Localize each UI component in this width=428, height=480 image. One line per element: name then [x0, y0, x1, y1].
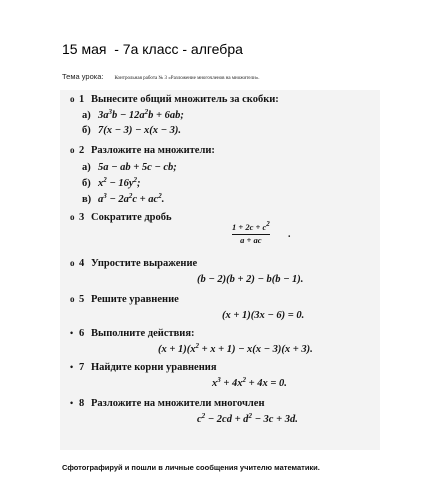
task-marker: o	[70, 294, 75, 304]
task-text: Упростите выражение	[91, 258, 198, 269]
fraction-denominator: a + ac	[240, 234, 262, 245]
assignment-sheet	[60, 90, 380, 450]
task-6-expression: $(x + 1)(x^2 + x + 1) - x(x - 3)(x + 3)$.	[158, 342, 313, 355]
task-marker: o	[70, 258, 75, 268]
item-prefix: в)	[82, 194, 92, 205]
expression: 7(x − 3) − x(x − 3).	[98, 125, 181, 136]
task-text: Найдите корни уравнения	[91, 362, 217, 373]
task-7-expression: $x^3 + 4x^2 + 4x = 0$.	[212, 376, 287, 389]
task-2-a	[82, 162, 177, 173]
item-prefix: б)	[82, 125, 91, 136]
task-number: 7	[79, 362, 85, 373]
item-prefix: б)	[82, 178, 91, 189]
task-text: Разложите на множители:	[91, 145, 215, 156]
task-2	[70, 145, 215, 156]
task-marker: o	[70, 94, 75, 104]
task-5-expression: (x + 1)(3x − 6) = 0.	[222, 310, 305, 321]
task-1	[70, 94, 279, 105]
task-marker: o	[70, 145, 75, 155]
task-8	[70, 398, 265, 409]
expression: 5a − ab + 5c − cb;	[98, 162, 177, 173]
task-marker: •	[70, 362, 74, 372]
expression: $x^2 - 16y^2$;	[98, 176, 141, 189]
task-marker: •	[70, 328, 74, 338]
task-number: 1	[79, 94, 85, 105]
task-4	[70, 258, 197, 269]
expression: $3a^3b - 12a^2b + 6ab$;	[98, 108, 184, 121]
topic-text: Контрольная работа № 3 «Разложение многочленов на множители».	[114, 76, 260, 81]
task-4-expression: (b − 2)(b + 2) − b(b − 1).	[197, 274, 304, 285]
task-number: 8	[79, 398, 85, 409]
task-2-b	[82, 178, 141, 189]
task-text: Разложите на множители многочлен	[91, 398, 265, 409]
task-marker: o	[70, 212, 75, 222]
task-1-b	[82, 125, 181, 136]
task-text: Решите уравнение	[91, 294, 179, 305]
task-2-c	[82, 194, 164, 205]
topic-label: Тема урока:	[62, 72, 104, 81]
task-number: 5	[79, 294, 85, 305]
task-marker: •	[70, 398, 74, 408]
item-prefix: а)	[82, 110, 91, 121]
lesson-topic	[62, 72, 260, 81]
task-number: 6	[79, 328, 85, 339]
footer-instruction: Сфотографируй и пошли в личные сообщения учителю математики.	[62, 463, 320, 472]
task-text: Вынесите общий множитель за скобки:	[91, 94, 279, 105]
task-5	[70, 294, 179, 305]
task-text: Выполните действия:	[91, 328, 195, 339]
task-7	[70, 362, 217, 373]
task-1-a	[82, 110, 184, 121]
task-8-expression: $c^2 - 2cd + d^2 - 3c + 3d$.	[197, 412, 298, 425]
item-prefix: а)	[82, 162, 91, 173]
task-text: Сократите дробь	[91, 212, 172, 223]
page-title: 15 мая - 7а класс - алгебра	[62, 41, 243, 57]
fraction-period: .	[288, 229, 291, 240]
task-6	[70, 328, 195, 339]
fraction-numerator: $1 + 2c + c^2$	[232, 220, 270, 232]
task-number: 4	[79, 258, 85, 269]
fraction	[232, 220, 270, 246]
task-number: 3	[79, 212, 85, 223]
task-number: 2	[79, 145, 85, 156]
task-3	[70, 212, 172, 223]
expression: $a^3 - 2a^2c + ac^2$.	[98, 192, 165, 205]
